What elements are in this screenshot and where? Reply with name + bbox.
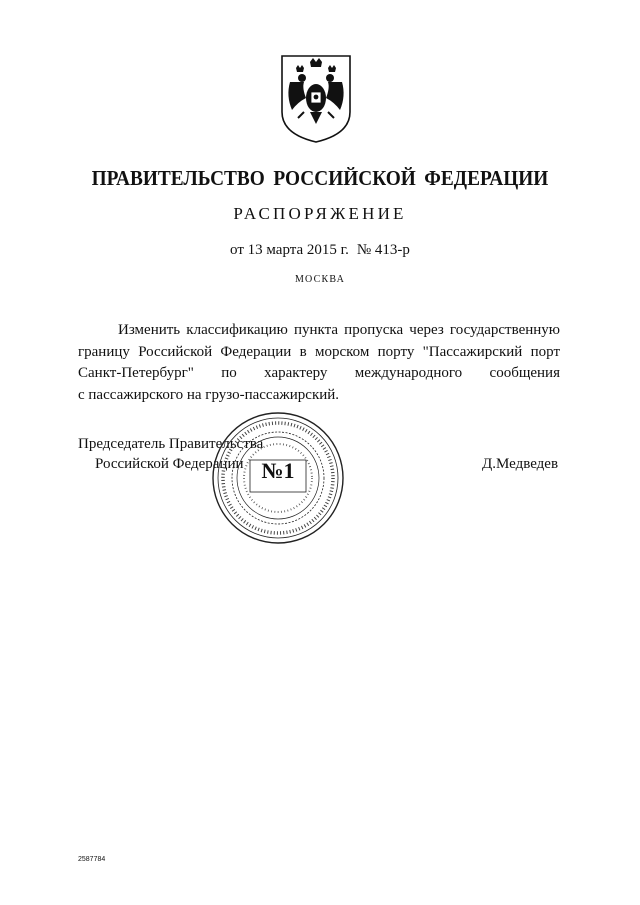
body-line-4: с пассажирского на грузо-пассажирский.: [78, 386, 340, 403]
document-date-line: [0, 242, 640, 259]
coat-of-arms-emblem-icon: [276, 52, 356, 144]
document-date: от 13 марта 2015 г.: [230, 242, 349, 258]
body-line-3: Санкт-Петербург" по характеру международного сообщения: [78, 365, 560, 381]
document-city: МОСКВА: [294, 274, 346, 285]
signatory-name: Д.Медведев: [482, 456, 559, 472]
document-type: РАСПОРЯЖЕНИЕ: [233, 204, 407, 223]
signatory-position-line2: Российской Федерации: [95, 456, 244, 472]
signatory-position-line1: Председатель Правительства: [78, 436, 264, 452]
seal-number: №1: [261, 458, 295, 483]
body-line-2: границу Российской Федерации в морском порту "Пассажирский порт: [78, 343, 560, 360]
document-number: № 413-р: [356, 242, 410, 258]
order-body-text: [78, 320, 560, 406]
body-line-1: Изменить классификацию пункта пропуска через государственную: [118, 322, 560, 338]
document-footer-code: 2587784: [78, 856, 106, 863]
government-title: ПРАВИТЕЛЬСТВО РОССИЙСКОЙ ФЕДЕРАЦИИ: [91, 166, 549, 190]
